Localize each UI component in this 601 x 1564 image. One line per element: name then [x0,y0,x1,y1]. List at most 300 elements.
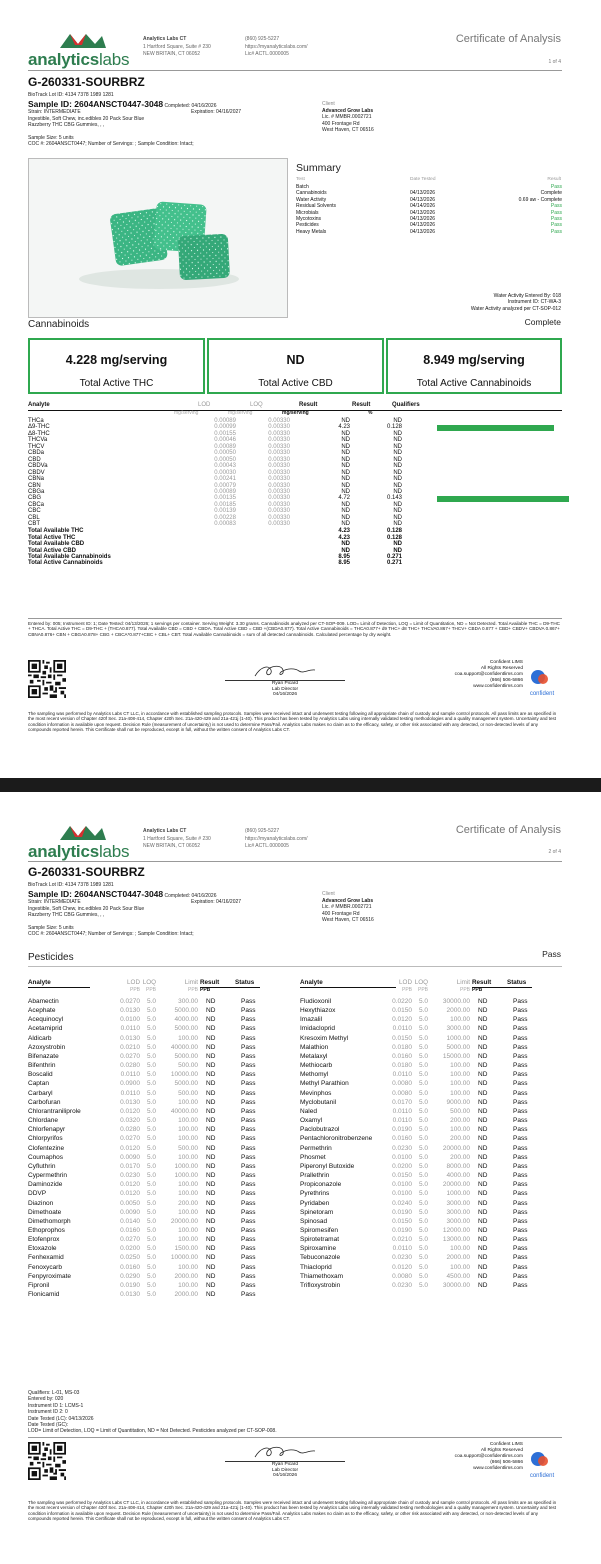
analyte-name: Methiocarb [300,1062,333,1070]
status-value: Pass [513,1007,528,1015]
qr-code-icon [28,660,66,698]
result-value: ND [206,1052,216,1060]
status-value: Pass [241,1016,256,1024]
total-pct: 0.271 [386,553,402,560]
limit-value: 100.00 [178,1227,198,1234]
lod-value: 0.0150 [392,1034,412,1042]
lod-value: 0.0100 [392,1190,412,1198]
total-cannabinoids-box: 8.949 mg/serving Total Active Cannabinoids [386,338,562,394]
limit-value: 8000.00 [446,1162,470,1170]
result-value: ND [206,1227,216,1234]
status-value: Pass [513,1043,528,1051]
batch-code: G-260331-SOURBRZ [28,75,145,89]
lod-value: 0.0110 [120,1089,140,1097]
result-value: ND [206,1291,216,1299]
result-value: ND [478,1062,488,1070]
loq-value: 5.0 [418,1281,428,1289]
status-value: Pass [241,1080,256,1088]
loq-value: 5.0 [146,1281,156,1289]
result-value: ND [206,1135,216,1143]
status-value: Pass [241,1281,256,1289]
analyte-name: Thiamethoxam [300,1272,343,1280]
lod-value: 0.0900 [120,1080,140,1088]
pesticide-row [300,1282,562,1290]
loq-value: 0.00330 [268,443,290,450]
cannabinoid-total-row [28,560,562,567]
limit-value: 200.00 [450,1117,470,1125]
limit-value: 30000.00 [442,1281,470,1289]
result-pct: ND [393,469,402,476]
result-value: ND [478,1245,488,1253]
pesticide-row [300,1035,562,1043]
status-value: Pass [241,1217,256,1225]
pesticide-row [300,1254,562,1262]
analyte-name: Permethrin [300,1144,332,1152]
page-number: 2 of 4 [548,849,561,855]
pesticide-row [28,1025,290,1033]
status-value: Pass [241,1236,256,1244]
lod-value: 0.00228 [214,514,236,521]
analyte-name: Spinosad [300,1217,328,1225]
loq-value: 0.00330 [268,508,290,515]
total-mg: ND [341,547,350,554]
result-pct: ND [393,514,402,521]
confident-logo-icon [522,1450,562,1470]
analyte-name: Imidacloprid [300,1025,336,1033]
loq-value: 5.0 [146,1272,156,1280]
summary-date: 04/13/2026 [410,216,436,222]
pesticides-title: Pesticides [28,952,74,963]
status-value: Pass [513,1272,528,1280]
loq-value: 5.0 [146,1153,156,1161]
result-mg: ND [341,521,350,528]
summary-date: 04/13/2026 [410,222,436,229]
sample-meta: BioTrack Lot ID: 4134 7378 1989 1281 Sample ID: 2604ANSCT0447-3048 Completed: 04/16/2026 Strain: INTERMEDIATE Expiration: 04/16/2027 Ingestible, Soft Chew, inc.edibles 20 Pack Sour Blue Razzberry THC CBG Gummies, , , Sample Size: 5 units COC #: 2604ANSCT0447; Number of Servings: ; Sample Condition: Intact; [28,882,242,937]
loq-value: 5.0 [418,1263,428,1271]
result-value: ND [478,1263,488,1271]
result-value: ND [478,1052,488,1060]
pesticide-notes: Qualifiers: L-01, MS-03 Entered by: 020 Instrument ID 1: LCMS-1 Instrument ID 2: 0 Date Tested (LC): 04/13/2026 Date Tested (GC): LOD= Limit of Detection, LOQ = Limit of Quantitation, ND = Not Detected. Pesticides analyzed per CT-SOP-008. [28,1390,277,1435]
status-value: Pass [513,1254,528,1262]
pesticide-row [28,1108,290,1116]
analyte-name: Fipronil [28,1281,50,1289]
lod-value: 0.00089 [214,418,236,424]
loq-value: 5.0 [146,1254,156,1262]
status-value: Pass [241,1117,256,1125]
product-photo [28,158,288,318]
result-value: ND [478,1098,488,1106]
status-value: Pass [241,1043,256,1051]
pesticide-row [28,1236,290,1244]
lod-value: 0.0230 [392,1144,412,1152]
pesticide-row [28,1035,290,1043]
analyte-name: Myclobutanil [300,1098,337,1106]
pesticide-row [28,1227,290,1235]
coa-page-2 [0,792,601,1564]
signatory: Ryan Picard Lab Director 04/16/2026 [271,681,299,697]
lod-value: 0.0230 [392,1254,412,1262]
result-value: ND [478,1254,488,1262]
analyte-name: Chlordane [28,1117,58,1125]
limit-value: 2000.00 [446,1007,470,1015]
analyte-name: Carbaryl [28,1089,53,1097]
lab-contact: (860) 925-5227 https://myanalyticslabs.com/ Lic# ACTL.0000005 [245,36,308,57]
cann-col-result-pct: Result [352,402,371,408]
limit-value: 3000.00 [446,1025,470,1033]
result-value: ND [206,1162,216,1170]
analyte-name: Spinetoram [300,1208,334,1216]
pesticide-row [28,1254,290,1262]
summary-date: 04/13/2026 [410,228,436,235]
analyte-name: Pentachloronitrobenzene [300,1135,373,1143]
limit-value: 5000.00 [174,1052,198,1060]
cannabinoids-title: Cannabinoids [28,319,90,330]
limit-value: 300.00 [178,998,198,1005]
analyte-name: Fenoxycarb [28,1263,62,1271]
analyte-name: Bifenthrin [28,1062,56,1070]
analyte-name: Acequinocyl [28,1016,64,1024]
pesticide-row [300,1172,562,1180]
lod-value: 0.0080 [392,1272,412,1280]
summary-result: Pass [550,203,562,210]
analyte-name: THCVa [28,437,48,444]
loq-value: 5.0 [418,1117,428,1125]
status-value: Pass [513,1162,528,1170]
status-value: Pass [241,1291,256,1299]
status-value: Pass [513,1208,528,1216]
status-value: Pass [241,1272,256,1280]
summary-result: Complete [540,190,562,197]
pesticide-row [28,1245,290,1253]
result-value: ND [206,1089,216,1097]
cann-pct-unit: % [368,410,373,416]
limit-value: 3000.00 [446,1217,470,1225]
pesticide-row [28,1126,290,1134]
result-value: ND [206,1281,216,1289]
confident-logo: confident [522,1450,562,1480]
lod-value: 0.0090 [120,1208,140,1216]
lod-value: 0.0110 [392,1117,412,1125]
limit-value: 100.00 [450,1071,470,1079]
summary-result: Pass [550,209,562,216]
status-value: Pass [241,1089,256,1097]
result-mg: ND [341,443,350,450]
result-mg: 4.23 [338,424,350,431]
col-lod: LOD [127,979,140,986]
result-value: ND [478,1181,488,1189]
loq-value: 5.0 [146,1034,156,1042]
result-pct: ND [393,463,402,470]
unit-ppb: PPB [401,987,412,993]
col-limit: Limit [456,979,470,986]
lod-value: 0.0100 [120,1016,140,1024]
total-pct: ND [393,547,402,554]
analyte-name: Hexythiazox [300,1007,336,1015]
lod-value: 0.0110 [120,1071,140,1079]
summary-col-result: Result [547,177,561,182]
status-value: Pass [241,1162,256,1170]
analyte-name: Pyrethrins [300,1190,330,1198]
analyte-name: Dimethoate [28,1208,62,1216]
pesticide-row [300,1145,562,1153]
water-activity-note: Water Activity Entered By: 018 Instrument ID: CT-WA-3 Water Activity analyzed per CT-SOP-012 [470,293,561,312]
loq-value: 0.00330 [268,514,290,521]
pesticide-row [300,1190,562,1198]
lod-value: 0.0160 [120,1227,140,1234]
loq-value: 5.0 [146,1016,156,1024]
pesticide-row [300,1181,562,1189]
lod-value: 0.0220 [392,998,412,1005]
analyte-name: Diazinon [28,1199,54,1207]
pesticide-row [28,1218,290,1226]
cann-col-loq: LOQ [250,402,263,408]
pesticide-row [300,1099,562,1107]
result-pct: ND [393,443,402,450]
lod-value: 0.0080 [392,1089,412,1097]
loq-value: 5.0 [146,1190,156,1198]
status-value: Pass [241,1254,256,1262]
analyte-name: Methomyl [300,1071,329,1079]
pesticide-row [300,1135,562,1143]
limit-value: 9000.00 [446,1098,470,1106]
analyte-name: Captan [28,1080,49,1088]
loq-value: 5.0 [418,1144,428,1152]
pesticide-row [28,1062,290,1070]
result-pct: 0.128 [386,424,402,431]
status-value: Pass [241,1062,256,1070]
analyte-name: Chlorantraniliprole [28,1107,81,1115]
result-value: ND [478,1025,488,1033]
loq-value: 5.0 [146,1062,156,1070]
loq-value: 5.0 [146,1245,156,1253]
analyte-name: Tebuconazole [300,1254,341,1262]
pesticide-row [300,1062,562,1070]
limit-value: 40000.00 [170,1043,198,1051]
status-value: Pass [513,1245,528,1253]
loq-value: 5.0 [418,1236,428,1244]
result-pct: ND [393,488,402,495]
divider [28,618,562,619]
pesticide-row [300,1080,562,1088]
lod-value: 0.0320 [120,1117,140,1125]
loq-value: 0.00330 [268,521,290,528]
result-value: ND [478,1016,488,1024]
loq-value: 5.0 [418,1245,428,1253]
result-value: ND [206,1181,216,1189]
analyte-name: Phosmet [300,1153,326,1161]
analyte-name: Paclobutrazol [300,1126,340,1134]
status-value: Pass [513,1181,528,1189]
limit-value: 100.00 [178,1208,198,1216]
analyte-name: Oxamyl [300,1117,323,1125]
analyte-name: Fenpyroximate [28,1272,71,1280]
status-value: Pass [241,1181,256,1189]
total-mg: ND [341,541,350,548]
analyte-name: Malathion [300,1043,329,1051]
status-value: Pass [513,1117,528,1125]
cann-col-lod: LOD [198,402,211,408]
pesticide-row [300,1016,562,1024]
loq-value: 0.00330 [268,488,290,495]
pesticide-row [28,998,290,1006]
loq-value: 5.0 [418,1062,428,1070]
analyte-name: Prallethrin [300,1172,330,1180]
result-mg: ND [341,430,350,437]
page-number: 1 of 4 [548,59,561,65]
pesticide-row [28,1154,290,1162]
lod-value: 0.0190 [392,1208,412,1216]
analyte-name: Spirotetramat [300,1236,340,1244]
result-mg: ND [341,418,350,424]
lod-value: 0.0290 [120,1272,140,1280]
lod-value: 0.0120 [392,1263,412,1271]
result-value: ND [478,1281,488,1289]
total-name: Total Available CBD [28,541,85,548]
total-pct: 0.271 [386,560,402,567]
analyte-name: Daminozide [28,1181,63,1189]
loq-value: 0.00330 [268,456,290,463]
analyte-name: Δ9-THC [28,424,50,431]
pesticide-row [300,1126,562,1134]
result-value: ND [206,1025,216,1033]
lod-value: 0.0150 [392,1007,412,1015]
limit-value: 20000.00 [442,1144,470,1152]
analyte-name: Boscalid [28,1071,53,1079]
lod-value: 0.0200 [120,1245,140,1253]
limit-value: 100.00 [450,1080,470,1088]
analyte-name: Dimethomorph [28,1217,71,1225]
cannabinoids-status: Complete [524,317,561,327]
limit-value: 200.00 [450,1135,470,1143]
col-analyte: Analyte [300,979,323,986]
analyte-name: DDVP [28,1190,47,1198]
limit-value: 100.00 [178,1034,198,1042]
loq-value: 5.0 [418,1181,428,1189]
status-value: Pass [241,1153,256,1161]
loq-value: 5.0 [418,1025,428,1033]
summary-result: Pass [550,184,562,190]
analyte-name: CBDVa [28,463,48,470]
loq-value: 0.00330 [268,437,290,444]
col-loq: LOQ [142,979,156,986]
lod-value: 0.0120 [392,1016,412,1024]
result-value: ND [478,1272,488,1280]
lims-info: Confident LIMS All Rights Reserved coa.support@confidentlims.com (866) 506-5866 www.confidentlims.com [454,1442,523,1471]
analyte-name: Ethoprophos [28,1227,65,1234]
pesticide-row [300,1025,562,1033]
analyte-name: Coumaphos [28,1153,64,1161]
lod-value: 0.0110 [392,1025,412,1033]
loq-value: 0.00330 [268,476,290,483]
coa-title: Certificate of Analysis [455,33,561,45]
loq-value: 5.0 [418,1071,428,1079]
lod-value: 0.0110 [120,1025,140,1033]
status-value: Pass [241,1208,256,1216]
summary-test: Mycotoxins [296,216,322,222]
loq-value: 5.0 [146,1089,156,1097]
result-value: ND [478,1107,488,1115]
limit-value: 12000.00 [442,1227,470,1234]
result-mg: ND [341,482,350,489]
col-status: Status [235,979,255,986]
loq-value: 0.00330 [268,424,290,431]
loq-value: 5.0 [146,1071,156,1079]
limit-value: 20000.00 [442,1181,470,1189]
divider [28,987,90,988]
lod-value: 0.0130 [120,1291,140,1299]
divider [28,966,562,967]
status-value: Pass [241,1144,256,1152]
limit-value: 100.00 [178,1126,198,1134]
result-mg: ND [341,476,350,483]
loq-value: 5.0 [146,1181,156,1189]
result-value: ND [206,1071,216,1079]
analyte-name: Δ8-THC [28,430,50,437]
loq-value: 5.0 [146,1135,156,1143]
status-value: Pass [241,1199,256,1207]
result-value: ND [478,1208,488,1216]
result-pct: ND [393,476,402,483]
pesticide-row [300,1044,562,1052]
analyte-name: Flonicamid [28,1291,60,1299]
limit-value: 100.00 [178,1098,198,1106]
analyte-name: Etofenprox [28,1236,60,1244]
result-pct: 0.143 [386,495,402,502]
disclaimer: The sampling was performed by Analytics Labs CT LLC, in accordance with established sampling protocols. Samples were received intact and underwent testing following all appropriate chain of custody and sample control protocols. All pass limits are as specified in the most recent version of Chapter 420f Sec. 21a-408-414, Chapter 420h Sec. 21a-420-429 and 21a-421j (1-40). This product has been tested by Analytics Labs using internally validated testing methodologies and a quality management system. Uncertainty and test condition information is available upon request. Decision Rule (measurement of uncertainty) is not used to determine Pass/Fail. Analytics Labs makes no claim as to the efficacy, safety, or other risk associated with any detected, or non-detected levels of any compounds reported herein. This Certificate shall not be reproduced, except in full, without the written consent of Analytics Labs CT. [28,1500,557,1522]
loq-value: 0.00330 [268,501,290,508]
lod-value: 0.0230 [120,1172,140,1180]
lod-value: 0.00083 [214,521,236,528]
status-value: Pass [513,1236,528,1244]
limit-value: 100.00 [450,1263,470,1271]
unit-ppb: PPB [187,987,198,993]
status-value: Pass [241,1135,256,1143]
result-value: ND [478,1034,488,1042]
status-value: Pass [241,1126,256,1134]
result-value: ND [206,1153,216,1161]
limit-value: 4500.00 [446,1272,470,1280]
status-value: Pass [513,1025,528,1033]
status-value: Pass [241,1007,256,1015]
lab-contact: (860) 925-5227 https://myanalyticslabs.com/ Lic# ACTL.0000005 [245,828,308,849]
analyte-name: CBL [28,514,40,521]
limit-value: 3000.00 [446,1199,470,1207]
analyte-name: Methyl Parathion [300,1080,349,1088]
status-value: Pass [513,1080,528,1088]
result-value: ND [478,1071,488,1079]
coa-title: Certificate of Analysis [455,824,561,836]
pesticide-row [28,1099,290,1107]
lod-value: 0.0170 [392,1098,412,1106]
analyte-name: Propiconazole [300,1181,342,1189]
result-pct: ND [393,508,402,515]
result-pct: ND [393,501,402,508]
limit-value: 40000.00 [170,1107,198,1115]
status-value: Pass [241,1172,256,1180]
loq-value: 5.0 [418,1153,428,1161]
pesticide-row [300,1227,562,1235]
pesticide-row [28,1264,290,1272]
lod-value: 0.0270 [120,1135,140,1143]
result-value: ND [478,1217,488,1225]
analyte-name: THCV [28,443,45,450]
lod-value: 0.0280 [120,1126,140,1134]
lod-value: 0.0190 [120,1281,140,1289]
result-value: ND [478,1144,488,1152]
pesticide-row [300,1053,562,1061]
limit-value: 100.00 [450,1016,470,1024]
pesticide-row [28,1080,290,1088]
